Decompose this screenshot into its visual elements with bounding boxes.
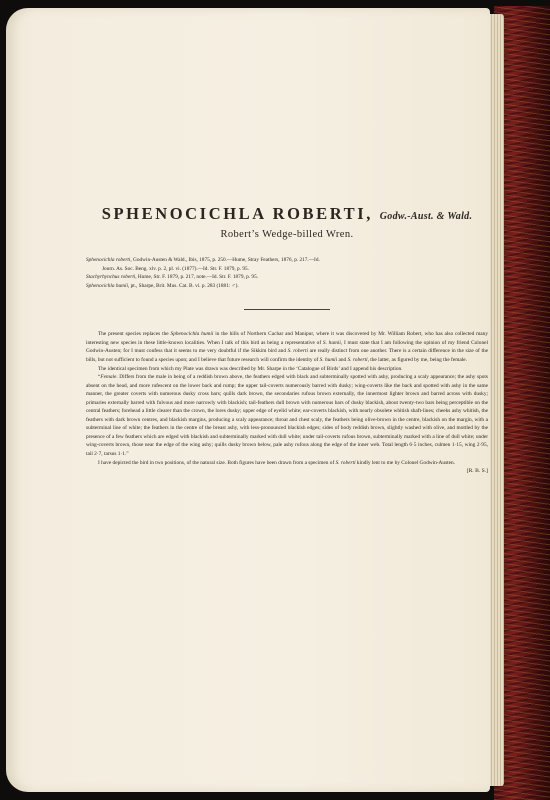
- italic-taxon: S. humii: [319, 357, 338, 364]
- reference-taxon: Stachyrhynchus roberti,: [86, 274, 137, 281]
- common-name: Robert’s Wedge-billed Wren.: [220, 229, 354, 240]
- species-name: SPHENOCICHLA ROBERTI,: [101, 204, 374, 223]
- text-run: , I must state that I am following the opinion of my friend Colonel Godwin-Austen; for I must confess that it seems to me very doubtful if the Sikkim bird and: [86, 339, 488, 355]
- species-description: [86, 330, 488, 467]
- italic-taxon: S. roberti: [287, 348, 308, 355]
- text-run: are really distinct from one another. There is a certain difference in the size of the bills, but not sufficient to found a species upon; and I believe that future research will confirm the identity of: [86, 348, 488, 364]
- text-run: and: [337, 357, 348, 364]
- reference-citation: Hume, Str. F. 1879, p. 217, note.—Id. Str. F. 1879, p. 95.: [136, 274, 259, 281]
- author-signature: [R. B. S.]: [466, 468, 488, 475]
- species-title: [86, 204, 488, 227]
- reference-taxon: Sphenocichla humii,: [86, 282, 130, 289]
- text-run: The identical specimen from which my Plate was drawn was described by Mr. Sharpe in the ‘Catalogue of Birds’ and I append his description.: [98, 365, 403, 372]
- text-run: I have depicted the bird in two positions, of the natural size. Both figures have been drawn from a specimen of: [98, 459, 336, 466]
- text-run: , the latter, as figured by me, being the female.: [367, 357, 467, 364]
- reference-taxon: Sphenocichla roberti,: [86, 257, 132, 263]
- page-content: [86, 204, 488, 476]
- text-run: kindly lent to me by Colonel Godwin-Austen.: [355, 459, 456, 466]
- reference-line: [86, 265, 488, 274]
- text-run: in the hills of Northern Cachar and Manipur, where it was discovered by Mr. William Robert, who has also collected many interesting new species in these little-known localities. When I talk of this bird as being a representative of: [86, 331, 489, 346]
- italic-taxon: S. roberti: [347, 357, 368, 364]
- italic-taxon: Sphenocichla humii: [170, 331, 214, 338]
- reference-line: [86, 273, 488, 282]
- reference-line: [86, 282, 488, 291]
- book-page: [6, 8, 490, 792]
- italic-taxon: S. humii: [322, 339, 341, 346]
- reference-citation: Journ. As. Soc. Beng. xlv. p. 2, pl. vi. (1877).—Id. Str. F. 1879, p. 95.: [102, 265, 249, 272]
- text-run: . Differs from the male in being of a reddish brown above, the feathers edged with black and subterminally spotted with ashy, producing a scaly appearance; the ashy spots absent on the head, and more rufescent on the lower back and rump; the upper tail-coverts numerously barred with dusky; wing-coverts like the back and spotted with ashy in the same manner, the greater coverts with numerous dusky cross bars; quills dark brown, the secondaries rufous brown externally, the innermost lighter brown and barred across with dusky; primaries externally barred with fulvous and more narrowly with blackish; tail-feathers dull brown with numerous bars of dusky blackish, about twenty-two bars being perceptible on the central feathers; forehead a little clearer than the crown, the lores dusky; upper edge of eyelid white; ear-coverts blackish, with nearly obsolete whitish shaft-lines; cheeks ashy whitish, the feathers with dark brown centres, and blackish margins, producing a scaly appearance; throat and chest scaly, the feathers being olive-brown in the centre, blackish on the margin, with a subterminal line of white; the feathers in the centre of the breast ashy, with less-pronounced blackish edges; sides of body reddish brown, slightly washed with olive, and mottled by the presence of a few feathers which are edged with blackish and subterminally marked with dull white; under tail-coverts rufous brown, subterminally marked with a line of dull white; under wing-coverts brown, those near the edge of the wing ashy; quills dusky brown below, pale ashy rufous along the edge of the inner web. Total length 6·5 inches, culmen 1·15, wing 2·95, tail 2·7, tarsus 1·1.”: [86, 374, 488, 458]
- reference-line: [86, 256, 488, 265]
- description-paragraph: [86, 459, 488, 468]
- species-authority: Godw.-Aust. & Wald.: [379, 211, 473, 222]
- description-paragraph: [86, 330, 488, 364]
- reference-citation: Godwin-Austen & Wald., Ibis, 1875, p. 250.—Hume, Stray Feathers, 1876, p. 217.—Id.: [131, 257, 320, 263]
- italic-taxon: Female: [100, 374, 117, 381]
- italic-taxon: S. roberti: [335, 459, 356, 466]
- description-paragraph: [86, 365, 488, 374]
- description-paragraph: [86, 373, 488, 458]
- text-run: The present species replaces the: [98, 331, 171, 338]
- text-run: “: [98, 374, 101, 381]
- synonymy-references: [86, 256, 488, 290]
- section-divider: [244, 309, 330, 310]
- reference-citation: pt., Sharpe, Brit. Mus. Cat. B. vi. p. 283 (1881: ♂).: [129, 282, 239, 289]
